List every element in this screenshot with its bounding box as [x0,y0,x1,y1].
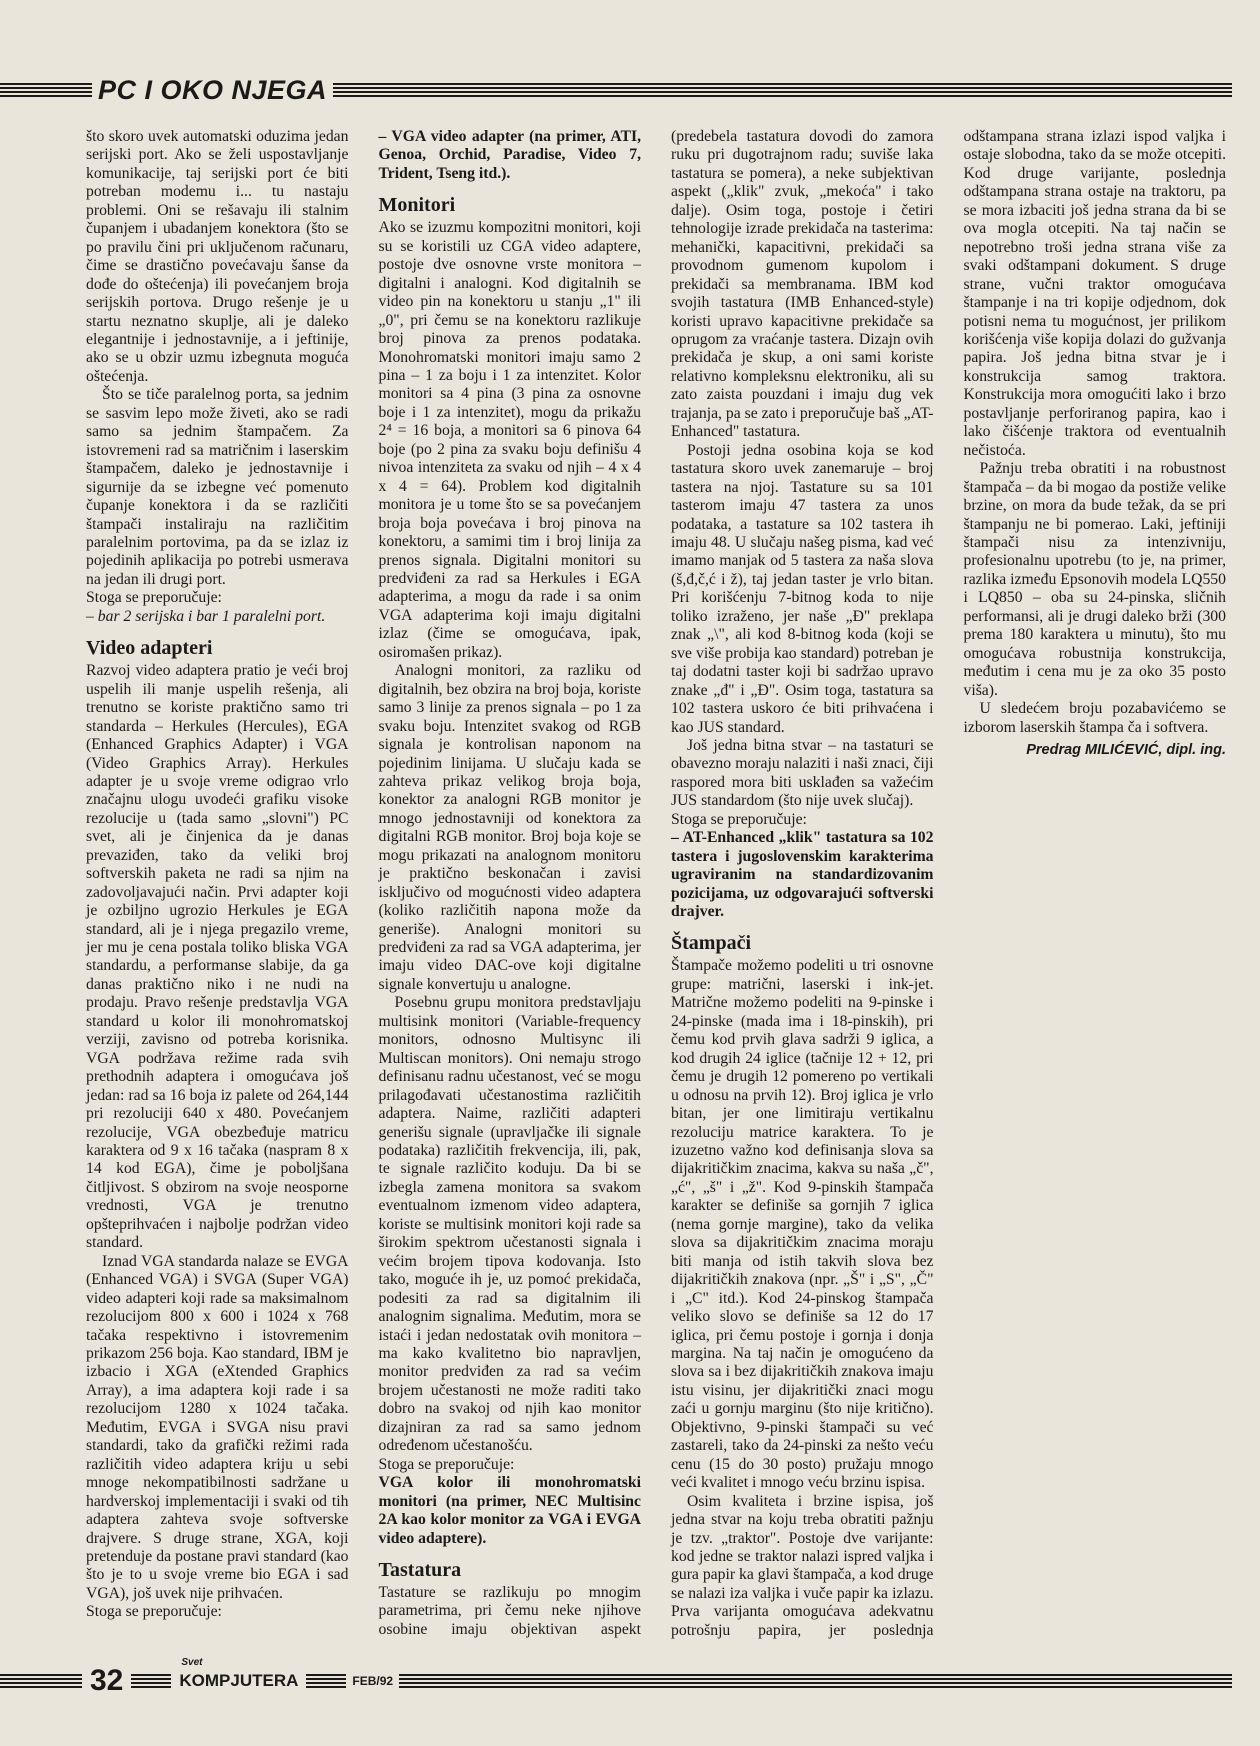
magazine-logo [171,1657,306,1696]
paragraph: U sledećem broju pozabavićemo se izborom laserskih štampa ča i softvera. [963,700,1226,736]
magazine-logo-small: Svet [181,1657,203,1668]
recommendation-intro: Stoga se preporučuje: [378,1455,515,1473]
recommendation: VGA kolor ili monohromatski monitori (na primer, NEC Multisinc 2A kao kolor monitor za VGA i EVGA video adaptere). [378,1474,641,1547]
paragraph: Pažnju treba obratiti i na robustnost štampača – da bi mogao da postiže velike brzine, on mora da bude težak, da se pri štampanju ne bi pomerao. Laki, jeftiniji štampači nisu za intenzivniju, profesionalnu upotrebu (to je, na primer, razlika između Epsonovih modela LQ550 i LQ850 – oba su 24-pinska, sličnih performansi, ali je drugi daleko brži (300 prema 180 karaktera u minutu), što mu omogućava robustnija konstrukcija, međutim i cena mu je za oko 35 posto viša). [963,460,1226,699]
section-header [0,76,1232,104]
header-rule-right [333,83,1232,97]
footer-rule [399,1674,1232,1688]
paragraph: Tastature se razlikuju po mnogim parametrima, pri čemu neke njihove osobine imaju objektivan aspekt (predebela tastatura dovodi do zamora ruku pri dugotrajnom radu; suviše laka tastatura se pomera), a neke subjektivan aspekt („klik" zvuk, „mekoća" i tako dalje). Osim toga, postoje i četiri tehnologije izrade prekidača na tasterima: mehanički, kapacitivni, prekidači sa provodnom gumenom kupolom i prekidači sa membranama. IBM kod svojih tastatura (IMB Enhanced-style) koristi upravo kapacitivne prekidače sa oprugom za vraćanje tastera. Dizajn ovih prekidača je skup, a oni sami koriste relativno kompleksnu elektroniku, ali su zato zaista pouzdani i imaju dug vek trajanja, pa se zato i preporučuje baš „AT-Enhanced" tastatura. [378,128,934,1638]
article-body [86,128,1226,1644]
paragraph: Postoji jedna osobina koja se kod tastatura skoro uvek zanemaruje – broj tastera na njoj. Tastature su sa 101 tasterom imaju 47 tastera za unos podataka, a tastature sa 102 tastera ih imaju 48. U slučaju našeg pisma, kad već imamo manjak od 5 tastera za naša slova (š,đ,č,ć i ž), taj jedan taster je vrlo bitan. Pri korišćenju 7-bitnog koda to nije toliko izraženo, jer naše „Đ" preklapa znak „\", ali kod 8-bitnog koda (koji se sve više probija kao standard) potreban je taj dodatni taster koji bi sadržao upravo znake „đ" i „Đ". Osim toga, tastatura sa 102 tastera uskoro će biti prihvaćena i kao JUS standard. [671,441,934,736]
paragraph: Analogni monitori, za razliku od digitalnih, bez obzira na broj boja, koriste samo 3 linije za prenos signala – po 1 za svaku boju. Intenzitet svakog od RGB signala je kontrolisan naponom na pojedinim linijama. U slučaju kada se zahteva prikaz velikog broja boja, konektor za analogni RGB monitor je mnogo jednostavniji od konektora za digitalni RGB monitor. Broj boja koje se mogu prikazati na analognom monitoru je praktično beskonačan i zavisi isključivo od mogućnosti video adaptera (koliko različitih napona može da generiše). Analogni monitori su predviđeni za rad sa VGA adapterima, jer imaju video DAC-ove koji digitalne signale konvertuju u analogne. [378,662,641,993]
paragraph: Što se tiče paralelnog porta, sa jednim se sasvim lepo može živeti, ako se radi samo sa jednim štampačem. Za istovremeni rad sa matričnim i laserskim štampačem, daleko je jednostavnije i sigurnije da se izbegne već pomenuto čupanje konektora i da se različiti štampači instaliraju na različitim paralelnim portovima, pa da se izlaz iz pojedinih aplikacija po potrebi usmerava na jedan ili drugi port. [86,386,349,588]
paragraph: Posebnu grupu monitora predstavljaju multisink monitori (Variable-frequency monitors, odnosno Multisync ili Multiscan monitors). Oni nemaju strogo definisanu radnu učestanost, već se mogu prilagođavati učestanostima različitih adaptera. Naime, različiti adapteri generišu signale (upravljačke ili signale podataka) različitih frekvencija, ili, pak, te signale različito koduju. Da bi se izbegla zamena monitora sa svakom eventualnom izmenom video adaptera, koriste se multisink monitori koji rade sa širokim spektrom učestanosti signala i većim brojem tipova kodovanja. Isto tako, moguće ih je, uz pomoć prekidača, podesiti za rad sa digitalnim ili analognim signalima. Međutim, mora se istaći i jedan nedostatak ovih monitora – ma kako kvalitetno bio napravljen, monitor predviđen za rad sa većim brojem učestanosti ne može raditi tako dobro na svakoj od njih kao monitor dizajniran za rad sa samo jednom određenom učestanošću. [378,994,641,1455]
magazine-name: KOMPJUTERA [179,1671,299,1690]
heading-tastatura: Tastatura [378,1558,462,1581]
recommendation: – bar 2 serijska i bar 1 paralelni port. [86,607,326,625]
header-rule-left [0,83,92,97]
heading-monitori: Monitori [378,194,456,217]
recommendation: – AT-Enhanced „klik" tastatura sa 102 tastera i jugoslovenskim karakterima ugraviranim na standardizovanim pozicijama, uz odgovarajući softverski drajver. [671,829,934,921]
heading-stampaci: Štampači [671,932,751,955]
recommendation-intro: Stoga se preporučuje: [86,589,222,607]
footer-rule [0,1674,82,1688]
recommendation-intro: Stoga se preporučuje: [86,1603,222,1621]
author-byline: Predrag MILIĆEVIĆ, dipl. ing. [1026,741,1226,758]
paragraph: što skoro uvek automatski oduzima jedan serijski port. Ako se želi uspostavljanje komunikacije, taj serijski port će biti potreban modemu i... tu nastaju problemi. Oni se rešavaju ili stalnim čupanjem i ubadanjem konektora (što se po pravilu čini pri uključenom računaru, čime se drastično povećavaju šanse da dođe do oštećenja) ili povećanjem broja serijskih portova. Drugo rešenje je u startu neznatno skuplje, ali je daleko elegantnije i jednostavnije, a i jeftinije, ako se u obzir uzmu izbegnuta moguća oštećenja. [86,128,349,385]
paragraph: Osim kvaliteta i brzine ispisa, još jedna stvar na koju treba obratiti pažnju je tzv. „traktor". Postoje dve varijante: kod jedne se traktor nalazi ispred valjka i gura papir ka glavi štampača, a kod druge se nalazi iza valjka i vuče papir ka izlazu. Prva varijanta omogućava adekvatnu potrošnju papira, jer poslednja odštampana strana izlazi ispod valjka i ostaje slobodna, tako da se može otcepiti. Kod druge varijante, poslednja odštampana strana ostaje na traktoru, pa se mora izbaciti još jedna strana da bi se ova mogla otcepiti. Na taj način se nepotrebno troši jedna strana više za svaki odštampani dokument. S druge strane, vučni traktor omogućava štampanje i na tri kopije odjednom, dok potisni nema tu mogućnost, jer prilikom korišćenja više kopija dolazi do gužvanja papira. Još jedna bitna stvar je i konstrukcija samog traktora. Konstrukcija mora omogućiti lako i brzo postavljanje perforiranog papira, kao i lako čišćenje traktora od eventualnih nečistoća. [671,128,1226,1639]
recommendation-intro: Stoga se preporučuje: [671,810,807,828]
paragraph: Iznad VGA standarda nalaze se EVGA (Enhanced VGA) i SVGA (Super VGA) video adapteri koji rade sa maksimalnom rezolucijom 800 x 600 i 1024 x 768 tačaka respektivno i istovremenim prikazom 256 boja. Kao standard, IBM je izbacio i XGA (eXtended Graphics Array), a ima adaptera koji rade i sa rezolucijom 1280 x 1024 tačaka. Međutim, EVGA i SVGA nisu pravi standardi, tako da grafički režimi rada različitih video adaptera kriju u sebi mnoge nekompatibilnosti sadržane u hardverskoj implementaciji i svaki od tih adaptera zahteva svoje softverske drajvere. S druge strane, XGA, koji pretenduje da postane pravi standard (kao što je to u svoje vreme bio EGA i sad VGA), još uvek nije prihvaćen. [86,1252,349,1602]
heading-video-adapteri: Video adapteri [86,637,213,660]
paragraph: Još jedna bitna stvar – na tastaturi se obavezno moraju nalaziti i naši znaci, čiji raspored mora biti usklađen sa važećim JUS standardom (što nije uvek slučaj). [671,736,934,810]
paragraph: Razvoj video adaptera pratio je veći broj uspelih ili manje uspelih rešenja, ali trenutno se koriste praktično samo tri standarda – Herkules (Hercules), EGA (Enhanced Graphics Adapter) i VGA (Video Graphics Array). Herkules adapter je u svoje vreme odigrao vrlo značajnu ulogu uvodeći grafiku visoke rezolucije u (tada samo „slovni") PC svet, ali je činjenica da je danas prevaziđen, tako da veliki broj softverskih paketa ne radi sa njim na zadovoljavajući način. Prvi adapter koji je ozbiljno ugrozio Herkules je EGA standard, ali je i njega pregazilo vreme, jer mu je cena postala toliko bliska VGA standardu, a performanse slabije, da ga danas praktično niko i ne nudi na prodaju. Pravo rešenje predstavlja VGA standard u kolor ili monohromatskoj verziji, zavisno od potreba korisnika. VGA podržava režime rada svih prethodnih adaptera i omogućava još jedan: rad sa 16 boja iz palete od 264,144 pri rezoluciji 640 x 480. Povećanjem rezolucije, VGA obezbeđuje matricu karaktera od 9 x 16 tačaka (naspram 8 x 14 kod EGA), čime je poboljšana čitljivost. S obzirom na svoje neosporne vrednosti, VGA je trenutno opšteprihvaćen i najbolje podržan video standard. [86,662,349,1252]
recommendation: – VGA video adapter (na primer, ATI, Genoa, Orchid, Paradise, Video 7, Trident, Tseng itd.). [378,128,641,182]
page-footer [0,1657,1232,1697]
footer-rule [131,1674,171,1688]
issue-date: FEB/92 [352,1674,394,1688]
footer-rule [306,1674,346,1688]
page-number: 32 [90,1664,124,1697]
paragraph: Ako se izuzmu kompozitni monitori, koji su se koristili uz CGA video adaptere, postoje dve osnovne vrste monitora – digitalni i analogni. Kod digitalnih se video pin na konektoru u stanju „1" ili „0", pri čemu se na konektoru razlikuje broj pinova za prenos podataka. Monohromatski monitori imaju samo 2 pina – 1 za boju i 1 za intenzitet. Kolor monitori sa 4 pina (3 pina za osnovne boje i 1 za intenzitet), mogu da prikažu 2⁴ = 16 boja, a monitori sa 6 pinova 64 boje (po 2 pina za svaku boju definišu 4 nivoa intenziteta za svaku od njih – 4 x 4 x 4 = 64). Problem kod digitalnih monitora je u tome što se sa povećanjem broja boja povećava i broj pinova na konektoru, a samimi tim i broj linija za prenos signala. Digitalni monitori su predviđeni za rad sa Herkules i EGA adapterima, a mogu da rade i sa onim VGA adapterima koji imaju digitalni izlaz (čime se omogućava, ipak, osiromašen prikaz). [378,219,641,661]
paragraph: Štampače možemo podeliti u tri osnovne grupe: matrični, laserski i ink-jet. Matrične možemo podeliti na 9-pinske i 24-pinske (mada ima i 18-pinskih), pri čemu kod prvih glava sadrži 9 iglica, a kod drugih 24 iglice (tačnije 12 + 12, pri čemu je drugih 12 pomereno po vertikali u odnosu na prvih 12). Broj iglica je vrlo bitan, jer one limitiraju vertikalnu rezoluciju matrice karaktera. To je izuzetno važno kod definisanja slova sa dijakritičkim znacima, kakva su naša „č", „ć", „š" i „ž". Kod 9-pinskih štampača karakter se definiše sa gornjih 7 iglica (nema gornje margine), tako da velika slova sa dijakritičkim znacima moraju biti manja od istih takvih slova bez dijakritičkih znakova (npr. „Š" i „S", „Č" i „C" itd.). Kod 24-pinskog štampača veliko slovo se definiše sa 12 do 17 iglica, pri čemu postoje i gornja i donja margina. Na taj način je omogućeno da slova sa i bez dijakritičkih znakova imaju istu visinu, jer dijakritički znaci mogu zaći u gornju marginu (što nije kritično). Objektivno, 9-pinski štampači su već zastareli, tako da 24-pinski za nešto veću cenu (15 do 30 posto) pružaju mnogo veći kvalitet i mnogo veću brzinu ispisa. [671,957,934,1492]
section-title: PC I OKO NJEGA [98,75,328,105]
